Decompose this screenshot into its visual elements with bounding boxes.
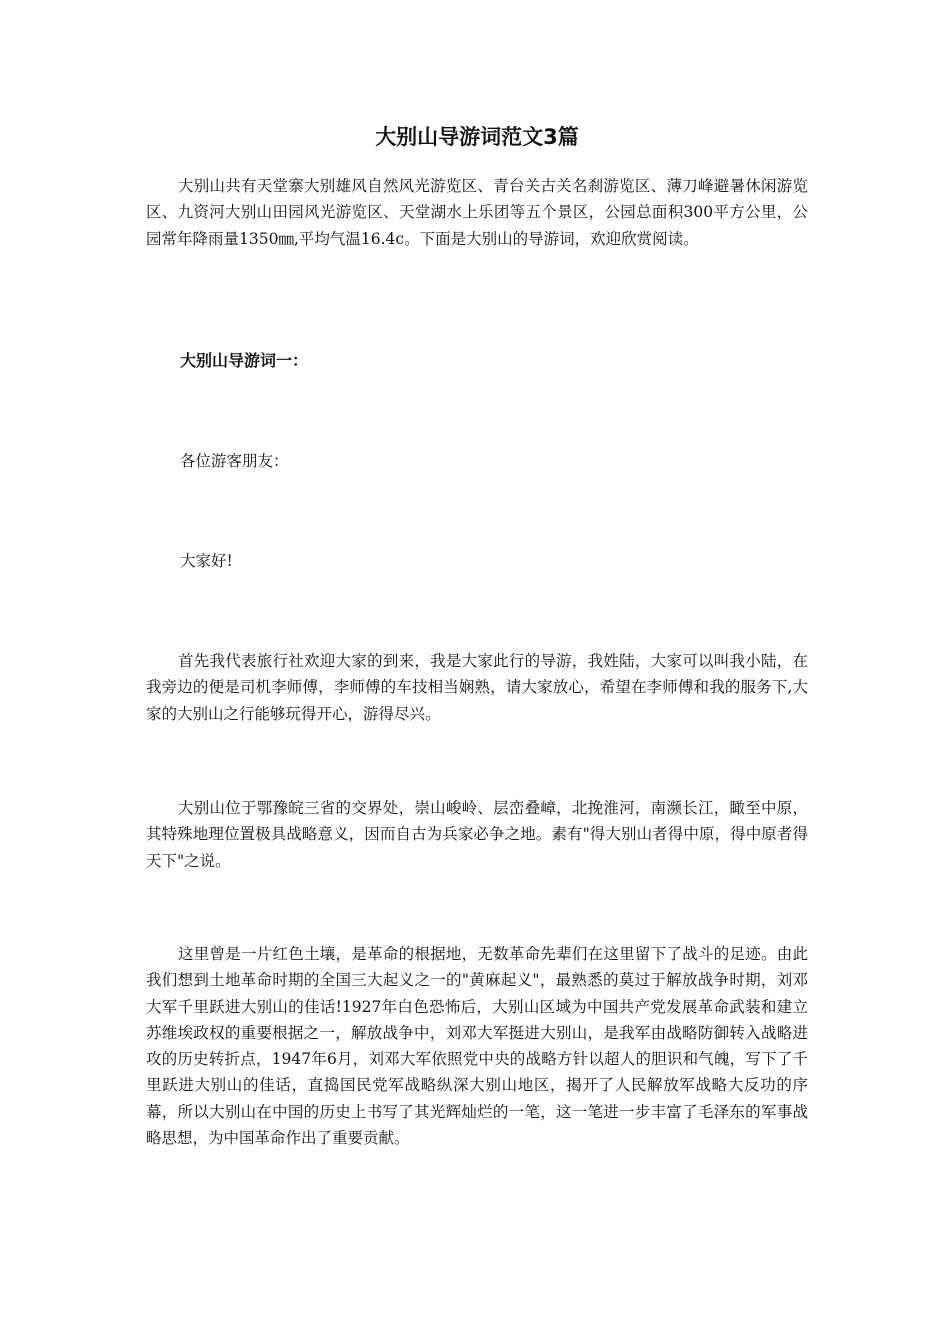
body-paragraph-1: 首先我代表旅行社欢迎大家的到来，我是大家此行的导游，我姓陆，大家可以叫我小陆，在我旁边的便是司机李师傅，李师傅的车技相当娴熟，请大家放心，希望在李师傅和我的服务下,大家的大别山之行能够玩得开心，游得尽兴。 — [146, 652, 808, 723]
greeting-line: 各位游客朋友： — [180, 452, 289, 470]
hello-line: 大家好! — [180, 552, 233, 570]
body-paragraph-2: 大别山位于鄂豫皖三省的交界处，崇山峻岭、层峦叠嶂，北挽淮河，南濒长江，瞰至中原，其特殊地理位置极具战略意义，因而自古为兵家必争之地。素有"得大别山者得中原，得中原者得天下"之说。 — [146, 799, 808, 870]
body-paragraph-3: 这里曾是一片红色土壤，是革命的根据地，无数革命先辈们在这里留下了战斗的足迹。由此我们想到土地革命时期的全国三大起义之一的"黄麻起义"，最熟悉的莫过于解放战争时期，刘邓大军千里跃进大别山的佳话!1927年白色恐怖后，大别山区域为中国共产党发展革命武装和建立苏维埃政权的重要根据之一，解放战争中，刘邓大军挺进大别山，是我军由战略防御转入战略进攻的历史转折点，1947年6月，刘邓大军依照党中央的战略方针以超人的胆识和气魄，写下了千里跃进大别山的佳话，直捣国民党军战略纵深大别山地区，揭开了人民解放军战略大反功的序幕，所以大别山在中国的历史上书写了其光辉灿烂的一笔，这一笔进一步丰富了毛泽东的军事战略思想，为中国革命作出了重要贡献。 — [146, 945, 808, 1148]
document-title: 大别山导游词范文3篇 — [375, 125, 579, 149]
section-heading-1: 大别山导游词一： — [180, 351, 309, 370]
intro-paragraph: 大别山共有天堂寨大别雄风自然风光游览区、青台关古关名刹游览区、薄刀峰避暑休闲游览区、九资河大别山田园风光游览区、天堂湖水上乐团等五个景区，公园总面积300平方公里，公园常年降雨量1350㎜,平均气温16.4c。下面是大别山的导游词，欢迎欣赏阅读。 — [146, 177, 808, 248]
